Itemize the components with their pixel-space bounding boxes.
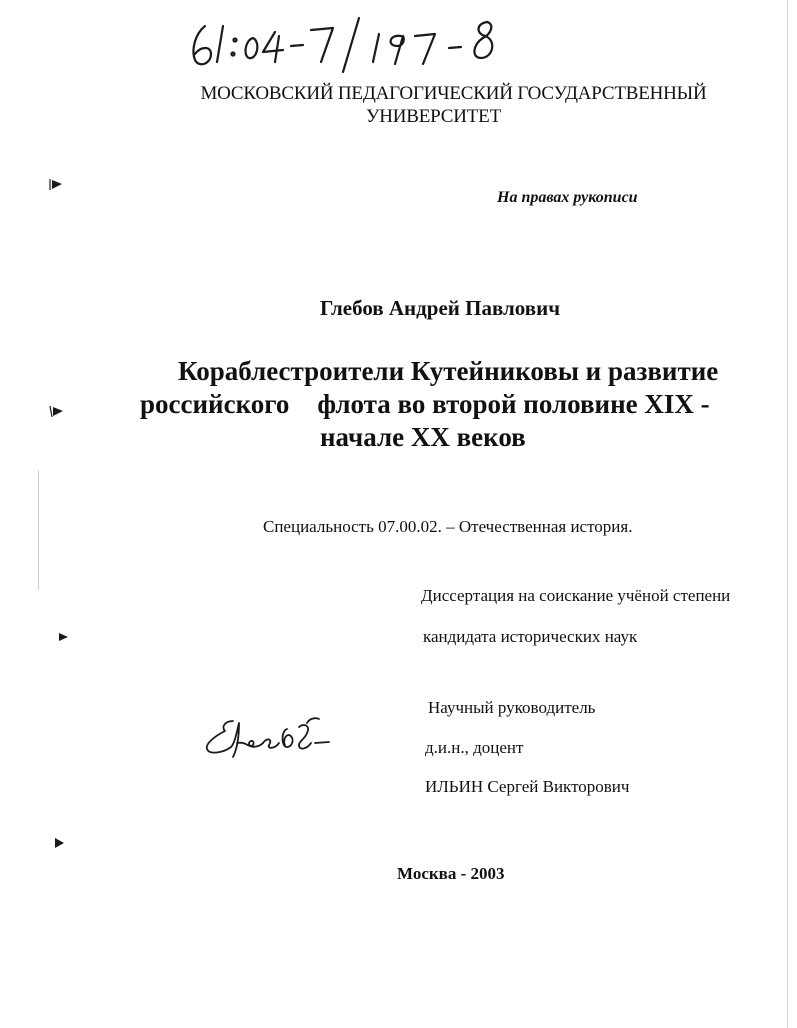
thesis-title-line-2a: российского (140, 389, 290, 419)
margin-mark-1 (48, 176, 68, 192)
margin-mark-3 (56, 630, 72, 644)
dissertation-line: Диссертация на соискание учёной степени (421, 586, 731, 605)
thesis-title-line-2 (140, 389, 710, 420)
scan-right-edge (787, 0, 788, 1028)
institution-line-2: УНИВЕРСИТЕТ (366, 106, 501, 127)
supervisor-label: Научный руководитель (428, 698, 596, 717)
margin-mark-4 (52, 836, 68, 850)
author-name: Глебов Андрей Павлович (320, 296, 561, 320)
manuscript-note: На правах рукописи (497, 189, 638, 206)
author-signature (203, 713, 333, 765)
specialty-line: Специальность 07.00.02. – Отечественная история. (263, 517, 633, 536)
supervisor-degree: д.и.н., доцент (425, 738, 524, 757)
margin-mark-2 (48, 403, 68, 419)
thesis-title-line-3: начале XX веков (320, 422, 526, 452)
scan-edge-line (38, 470, 39, 590)
handwritten-catalog-code (183, 12, 513, 74)
thesis-title-line-2b: флота во второй половине XIX - (317, 389, 710, 419)
city-year: Москва - 2003 (397, 864, 505, 883)
institution-name (0, 82, 797, 128)
supervisor-name: ИЛЬИН Сергей Викторович (425, 777, 630, 796)
degree-line: кандидата исторических наук (423, 627, 638, 646)
thesis-title-line-1: Кораблестроители Кутейниковы и развитие (178, 356, 719, 386)
institution-line-1: МОСКОВСКИЙ ПЕДАГОГИЧЕСКИЙ ГОСУДАРСТВЕННЫЙ (200, 83, 707, 104)
